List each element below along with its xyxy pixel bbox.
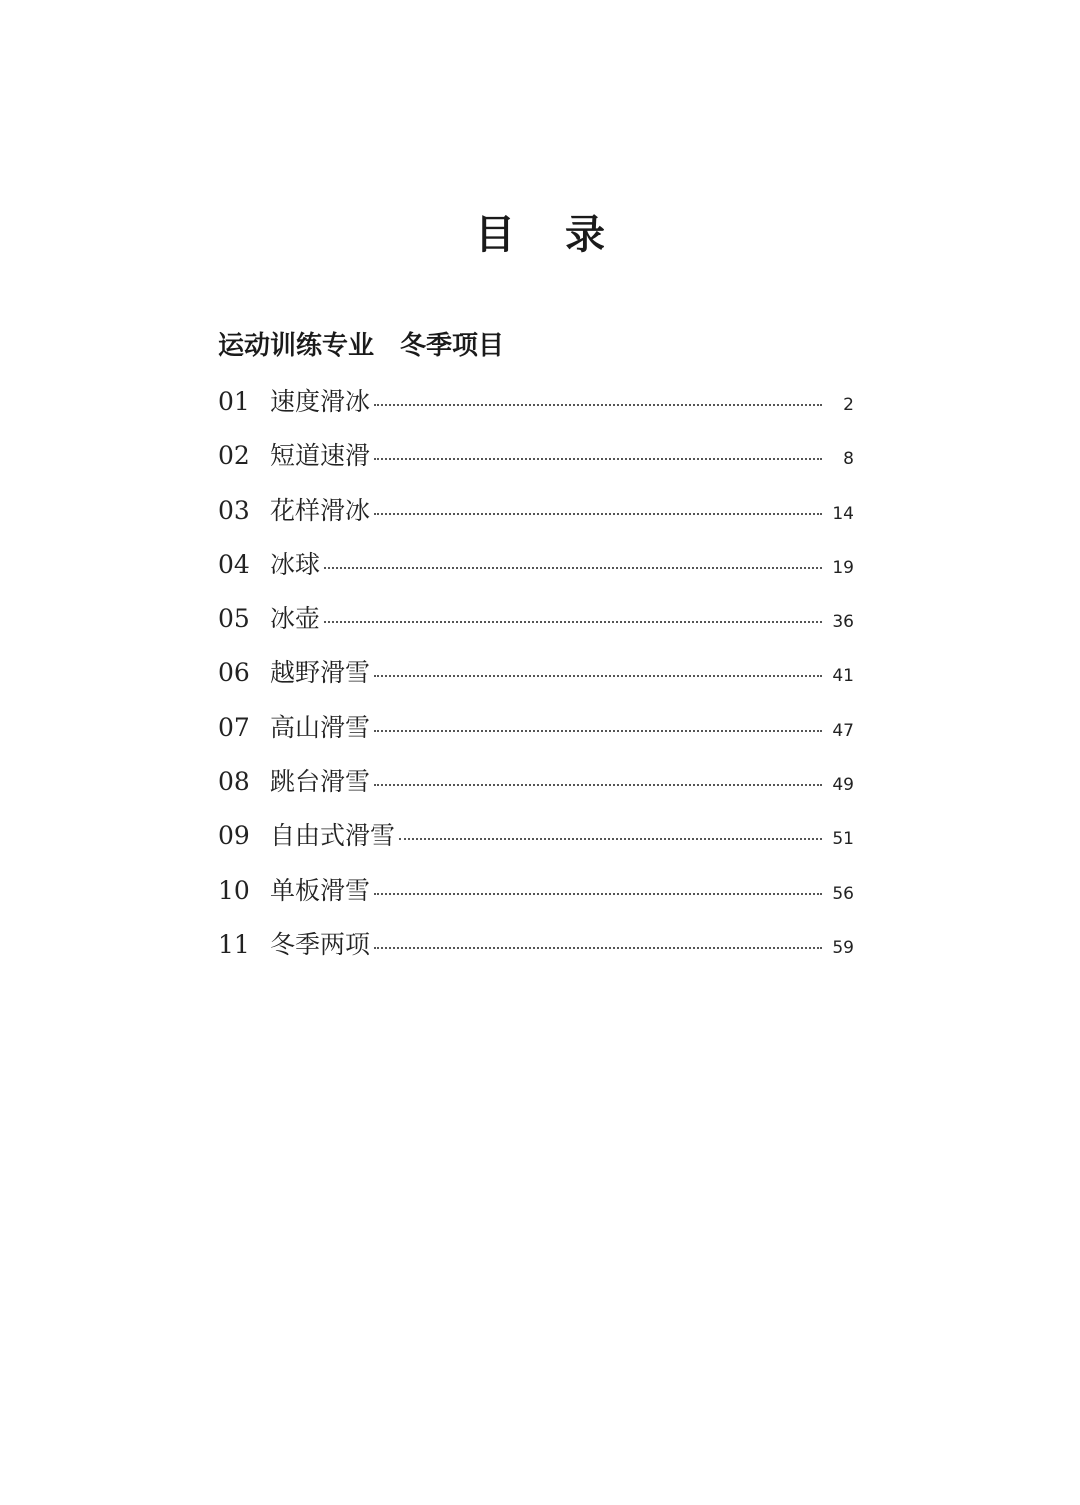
toc-leader-dots xyxy=(399,838,822,840)
title-char-1: 目 xyxy=(475,212,515,258)
toc-number: 08 xyxy=(218,767,250,797)
toc-page-number: 36 xyxy=(832,612,854,633)
toc-title: 花样滑冰 xyxy=(270,495,371,525)
toc-entry-02[interactable] xyxy=(218,436,854,490)
toc-entry-01[interactable] xyxy=(218,382,854,436)
toc-leader-dots xyxy=(374,784,822,786)
toc-leader-dots xyxy=(374,404,822,406)
toc-number: 02 xyxy=(218,441,250,471)
toc-number: 03 xyxy=(218,495,250,525)
page-title xyxy=(0,205,1080,265)
toc-page-number: 19 xyxy=(832,557,854,578)
toc-leader-dots xyxy=(324,621,822,623)
toc-entry-08[interactable] xyxy=(218,762,854,816)
toc-entry-09[interactable] xyxy=(218,816,854,870)
toc-page-number: 41 xyxy=(832,666,854,687)
toc-leader-dots xyxy=(374,893,822,895)
toc-title: 冬季两项 xyxy=(270,929,371,959)
toc-number: 01 xyxy=(218,387,250,416)
toc-number: 11 xyxy=(218,929,250,959)
toc-entry-04[interactable] xyxy=(218,545,854,599)
toc-number: 04 xyxy=(218,549,250,579)
toc-number: 10 xyxy=(218,875,250,905)
toc-title: 单板滑雪 xyxy=(270,875,371,905)
toc-entry-06[interactable] xyxy=(218,653,854,707)
toc-title: 冰球 xyxy=(270,549,321,579)
toc-title: 短道速滑 xyxy=(270,441,371,471)
toc-page-number: 51 xyxy=(832,829,854,850)
toc-entry-10[interactable] xyxy=(218,871,854,925)
toc-page-number: 56 xyxy=(832,883,854,904)
toc-page-number: 8 xyxy=(843,449,854,470)
toc-leader-dots xyxy=(374,947,822,949)
toc-entry-03[interactable] xyxy=(218,491,854,545)
toc-page-number: 2 xyxy=(843,395,854,415)
toc-page-number: 14 xyxy=(832,503,854,524)
title-char-2: 录 xyxy=(565,212,605,258)
toc-entry-07[interactable] xyxy=(218,708,854,762)
toc-title: 高山滑雪 xyxy=(270,712,371,742)
toc-title: 越野滑雪 xyxy=(270,658,371,688)
toc-title: 冰壶 xyxy=(270,604,321,634)
toc-page-number: 47 xyxy=(832,720,854,741)
toc-page-number: 49 xyxy=(832,775,854,796)
toc-number: 06 xyxy=(218,658,250,688)
toc-title: 跳台滑雪 xyxy=(270,767,371,797)
toc-leader-dots xyxy=(374,730,822,732)
toc-leader-dots xyxy=(374,675,822,677)
toc-leader-dots xyxy=(374,513,822,515)
toc-page-number: 59 xyxy=(832,937,854,958)
toc-entry-11[interactable] xyxy=(218,925,854,979)
toc-title: 自由式滑雪 xyxy=(270,821,396,851)
toc-number: 09 xyxy=(218,821,250,851)
toc-title: 速度滑冰 xyxy=(270,387,371,416)
toc-number: 07 xyxy=(218,712,250,742)
toc-leader-dots xyxy=(324,567,822,569)
toc-entry-05[interactable] xyxy=(218,599,854,653)
section-heading: 运动训练专业 冬季项目 xyxy=(218,331,505,361)
toc-leader-dots xyxy=(374,458,822,460)
toc-number: 05 xyxy=(218,604,250,634)
table-of-contents xyxy=(218,382,854,979)
